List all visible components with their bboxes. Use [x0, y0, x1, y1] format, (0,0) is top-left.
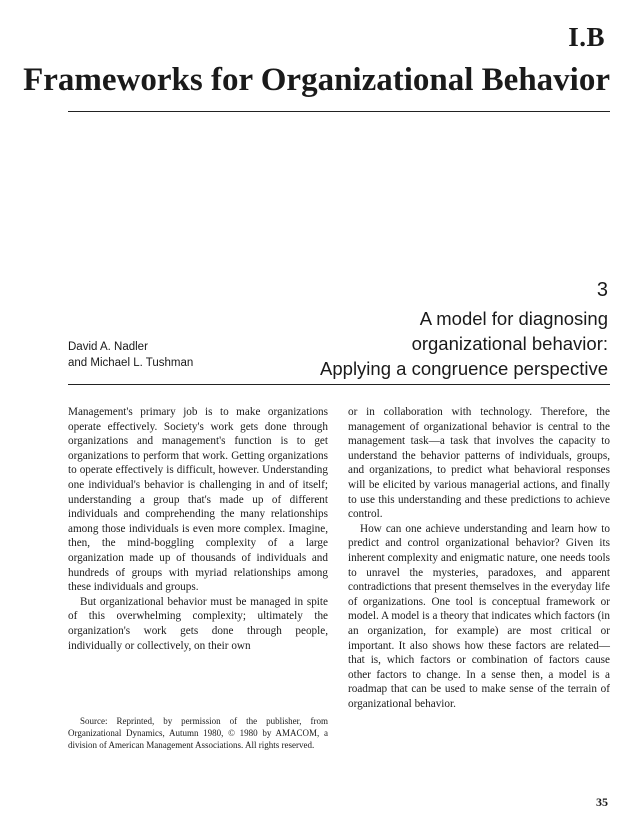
chapter-title: [320, 306, 608, 381]
author-line: and Michael L. Tushman: [68, 357, 194, 369]
section-number: I.B: [568, 22, 605, 52]
body-column-left: [68, 405, 328, 653]
paragraph: How can one achieve understanding and learn how to predict and control organizational behavior? Given its inherent complexity and enigmatic nature, one needs tools to unravel the mysteries, paradoxes, and apparent contradictions that present themselves in the everyday life of organizations. One tool is conceptual framework or model. A model is a theory that indicates which factors (in an organization, for example) are most critical or important. It also shows how these factors are related—that is, which factors or combination of factors cause other factors to change. In a sense then, a model is a roadmap that can be used to make sense of the terrain of organizational behavior.: [348, 522, 610, 710]
page-number: 35: [596, 795, 608, 809]
chapter-rule: [68, 384, 610, 385]
paragraph: or in collaboration with technology. Therefore, the management of organizational behavior is central to the management task—a task that involves the capacity to understand the behavior patterns of individuals, groups, and organizations, to predict what behavioral responses will be elicited by various managerial actions, and finally to use this understanding and these predictions to achieve control.: [348, 406, 610, 521]
header-rule: [68, 111, 610, 112]
source-note: Source: Reprinted, by permission of the publisher, from Organizational Dynamics, Autumn 1980, © 1980 by AMACOM, a division of American Management Associations. All rights reserved.: [68, 716, 328, 750]
chapter-title-line: organizational behavior:: [411, 333, 608, 354]
body-column-right: [348, 405, 610, 711]
author-line: David A. Nadler: [68, 341, 148, 353]
chapter-number: 3: [596, 279, 608, 301]
paragraph: But organizational behavior must be managed in spite of this overwhelming complexity; ultimately the organization's work gets done through people, individually or collectively, on their own: [68, 595, 328, 652]
chapter-title-line: A model for diagnosing: [419, 308, 608, 329]
chapter-title-line: Applying a congruence perspective: [320, 358, 608, 379]
paragraph: Management's primary job is to make organizations operate effectively. Society's work gets done through organizations and management's function is to get organizations to perform that work. Getting organizations to operate effectively is difficult, however. Understanding one individual's behavior is challenging in and of itself; understanding a group that's made up of different individuals and comprehending the many relationships among those individuals is even more complex. Imagine, then, the mind-boggling complexity of a large organization made up of thousands of individuals and hundreds of groups with myriad relationships among these individuals and groups.: [68, 406, 328, 594]
section-title: Frameworks for Organizational Behavior: [23, 62, 610, 98]
authors: [68, 339, 193, 371]
